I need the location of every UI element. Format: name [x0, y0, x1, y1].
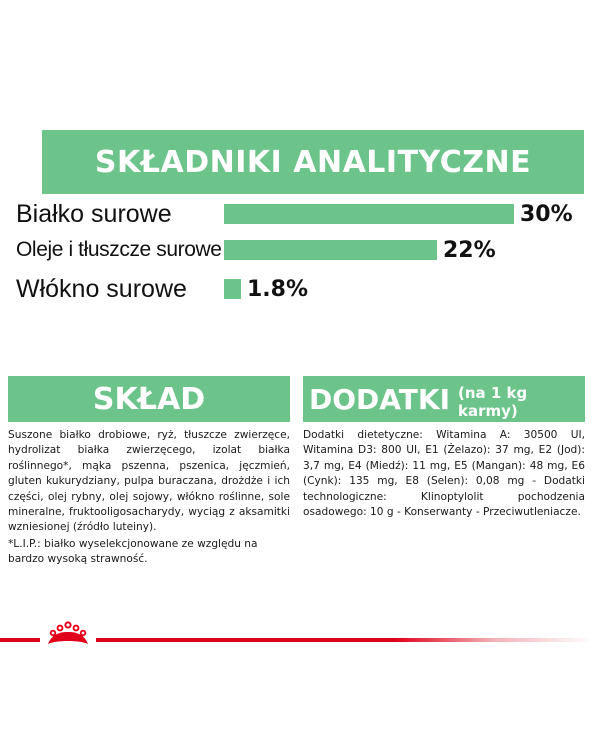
nutrient-value: 1.8% — [247, 276, 309, 302]
nutrient-label: Włókno surowe — [16, 274, 187, 303]
analytic-header — [42, 130, 584, 194]
nutrient-value: 30% — [520, 201, 573, 227]
composition-header — [8, 376, 290, 422]
nutrient-bar — [224, 279, 241, 299]
nutrient-label: Białko surowe — [16, 199, 172, 228]
royal-canin-crown-icon — [40, 620, 96, 650]
additives-text: Dodatki dietetyczne: Witamina A: 30500 UI, Witamina D3: 800 UI, E1 (Żelazo): 37 mg, E2 (Jod): 3,7 mg, E4 (Miedź): 11 mg, E5 (Mangan): 48 mg, E6 (Cynk): 135 mg, E8 (Selen): 0,08 mg - Dodatki technologiczne: Klinoptylolit pochodzenia osadowego: 10 g - Konserwanty - Przeciwutleniacze. — [303, 429, 585, 519]
brand-line-right — [96, 638, 594, 642]
composition-text-block — [8, 428, 290, 568]
composition-text: Suszone białko drobiowe, ryż, tłuszcze zwierzęce, hydrolizat białka zwierzęcego, izolat białka roślinnego*, mąka pszenna, pszenica, jęczmień, gluten kukurydziany, pulpa buraczana, drożdże i ich części, olej rybny, olej sojowy, włókno roślinne, sole mineralne, fruktooligosacharydy, wyciąg z aksamitki wzniesionej (źródło luteiny). — [8, 429, 290, 534]
nutrient-value: 22% — [443, 237, 496, 263]
nutrient-label: Oleje i tłuszcze surowe — [16, 238, 222, 261]
composition-footnote: *L.I.P.: białko wyselekcjonowane ze względu na bardzo wysoką strawność. — [8, 537, 258, 566]
analytic-title: SKŁADNIKI ANALITYCZNE — [94, 144, 532, 180]
additives-title: DODATKI — [309, 382, 450, 416]
additives-header — [303, 376, 585, 422]
brand-line-left — [0, 638, 40, 642]
additives-subtitle: (na 1 kg karmy) — [458, 384, 528, 420]
nutrient-bar — [224, 240, 437, 260]
nutrient-bar — [224, 204, 514, 224]
additives-text-block — [303, 428, 585, 520]
composition-title: SKŁAD — [92, 381, 206, 417]
